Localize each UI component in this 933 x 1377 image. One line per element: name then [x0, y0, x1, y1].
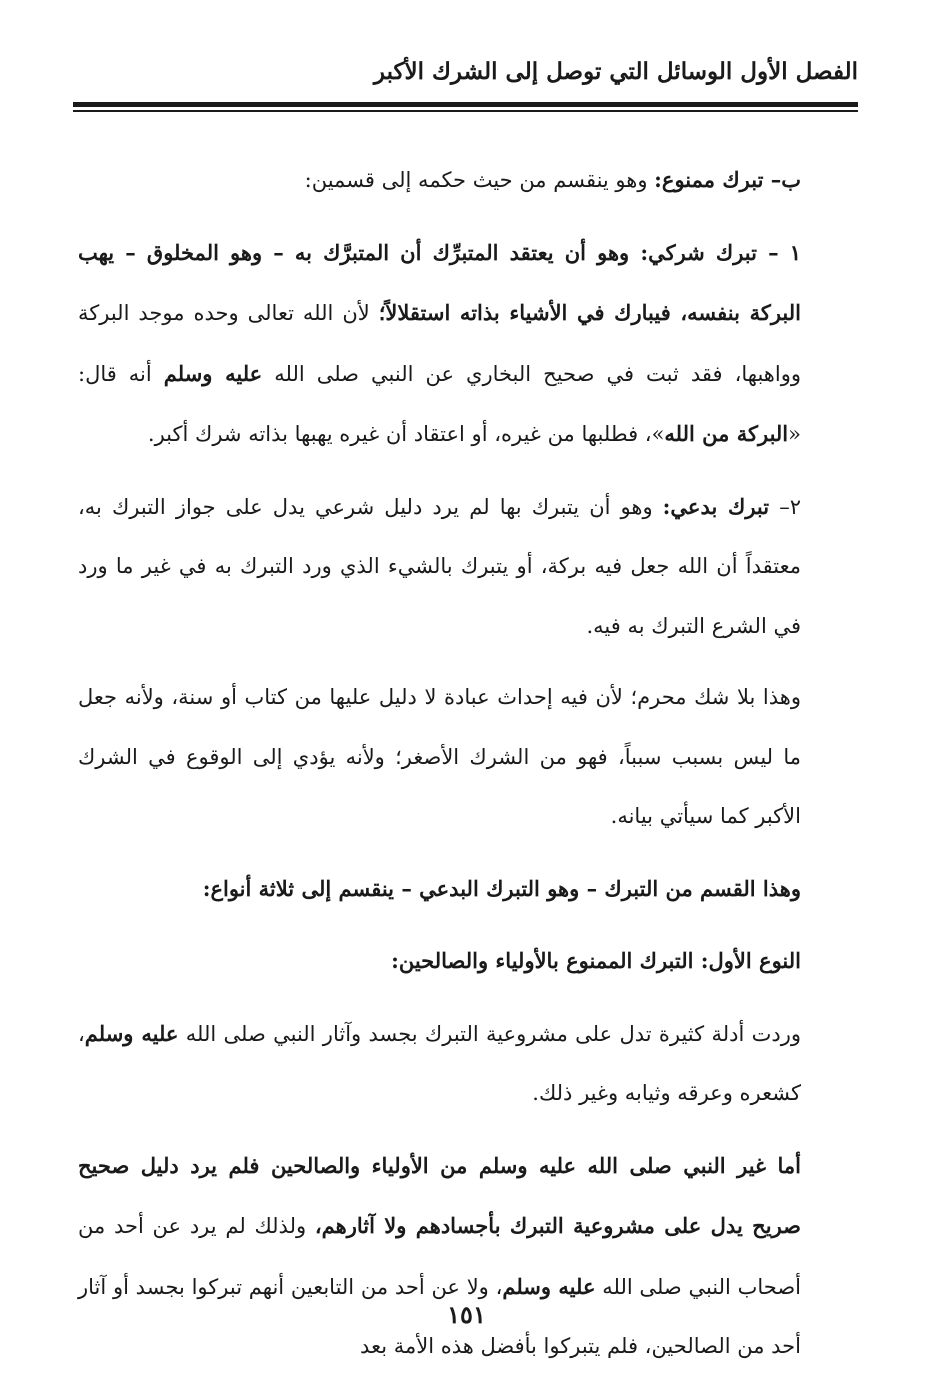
- paragraph-text: ، كشعره وعرقه وثيابه وغير ذلك.: [78, 1021, 801, 1105]
- paragraph-evidence: [78, 1004, 853, 1124]
- paragraph-text: ، ولا عن أحد من التابعين أنهم تبركوا بجسد أو آثار أحد من الصالحين، فلم يتبركوا بأفضل هذه الأمة بعد: [78, 1274, 801, 1358]
- header-rule-thick: [73, 102, 858, 107]
- paragraph-text: وهو أن يتبرك بها لم يرد دليل شرعي يدل على جواز التبرك به، معتقداً أن الله جعل فيه بركة، أو يتبرك بالشيء الذي ورد التبرك به في غير ما ورد في الشرع التبرك به فيه.: [78, 494, 801, 638]
- section-heading: وهذا القسم من التبرك – وهو التبرك البدعي – ينقسم إلى ثلاثة أنواع:: [202, 875, 801, 901]
- body-text: [78, 150, 853, 1377]
- bold-phrase: عليه وسلم: [502, 1273, 596, 1299]
- page-number: ١٥١: [447, 1300, 486, 1329]
- item-number: ٢–: [769, 494, 801, 519]
- section-heading: ب– تبرك ممنوع:: [654, 167, 801, 192]
- paragraph-bidah-tabarruk: [78, 477, 853, 657]
- paragraph-text: »، فطلبها من غيره، أو اعتقاد أن غيره يهبها بذاته شرك أكبر.: [147, 422, 665, 446]
- paragraph-division-heading: [78, 859, 853, 920]
- paragraph-others: [78, 1136, 853, 1377]
- chapter-title: الفصل الأول الوسائل التي توصل إلى الشرك الأكبر: [373, 58, 858, 85]
- paragraph-ruling: [78, 668, 853, 847]
- section-heading: ١ – تبرك شركي: وهو أن يعتقد المتبرِّك أن المتبرَّك به – وهو المخلوق – يهب البركة بنفسه، فيبارك في الأشياء بذاته استقلالاً؛: [78, 239, 801, 325]
- paragraph-text: ولذلك لم يرد عن أحد من أصحاب النبي صلى الله: [78, 1214, 802, 1299]
- section-heading: أما غير النبي صلى الله عليه وسلم من الأولياء والصالحين فلم يرد دليل صحيح صريح يدل على مشروعية التبرك بأجسادهم ولا آثارهم،: [78, 1152, 801, 1238]
- section-heading: النوع الأول: التبرك الممنوع بالأولياء والصالحين:: [391, 948, 801, 973]
- paragraph-first-type-heading: [78, 931, 853, 992]
- page-header: [73, 58, 858, 116]
- section-heading: تبرك بدعي:: [662, 493, 770, 519]
- paragraph-shirk-tabarruk: [78, 223, 853, 465]
- paragraph-text: أنه قال: «: [78, 361, 801, 446]
- bold-phrase: عليه وسلم: [84, 1020, 179, 1046]
- paragraph-forbidden-tabarruk: [78, 150, 853, 211]
- header-rule-thin: [73, 110, 858, 112]
- paragraph-text: لأن الله تعالى وحده موجد البركة وواهبها، فقد ثبت في صحيح البخاري عن النبي صلى الله: [78, 301, 801, 386]
- paragraph-text: وهو ينقسم من حيث حكمه إلى قسمين:: [304, 168, 655, 192]
- paragraph-text: وهذا بلا شك محرم؛ لأن فيه إحداث عبادة لا دليل عليها من كتاب أو سنة، ولأنه جعل ما ليس بسبب سبباً، فهو من الشرك الأصغر؛ ولأنه يؤدي إلى الوقوع في الشرك الأكبر كما سيأتي بيانه.: [78, 685, 801, 828]
- bold-phrase: عليه وسلم: [163, 360, 263, 386]
- paragraph-text: وردت أدلة كثيرة تدل على مشروعية التبرك بجسد وآثار النبي صلى الله: [178, 1021, 801, 1046]
- hadith-quote: البركة من الله: [664, 421, 789, 446]
